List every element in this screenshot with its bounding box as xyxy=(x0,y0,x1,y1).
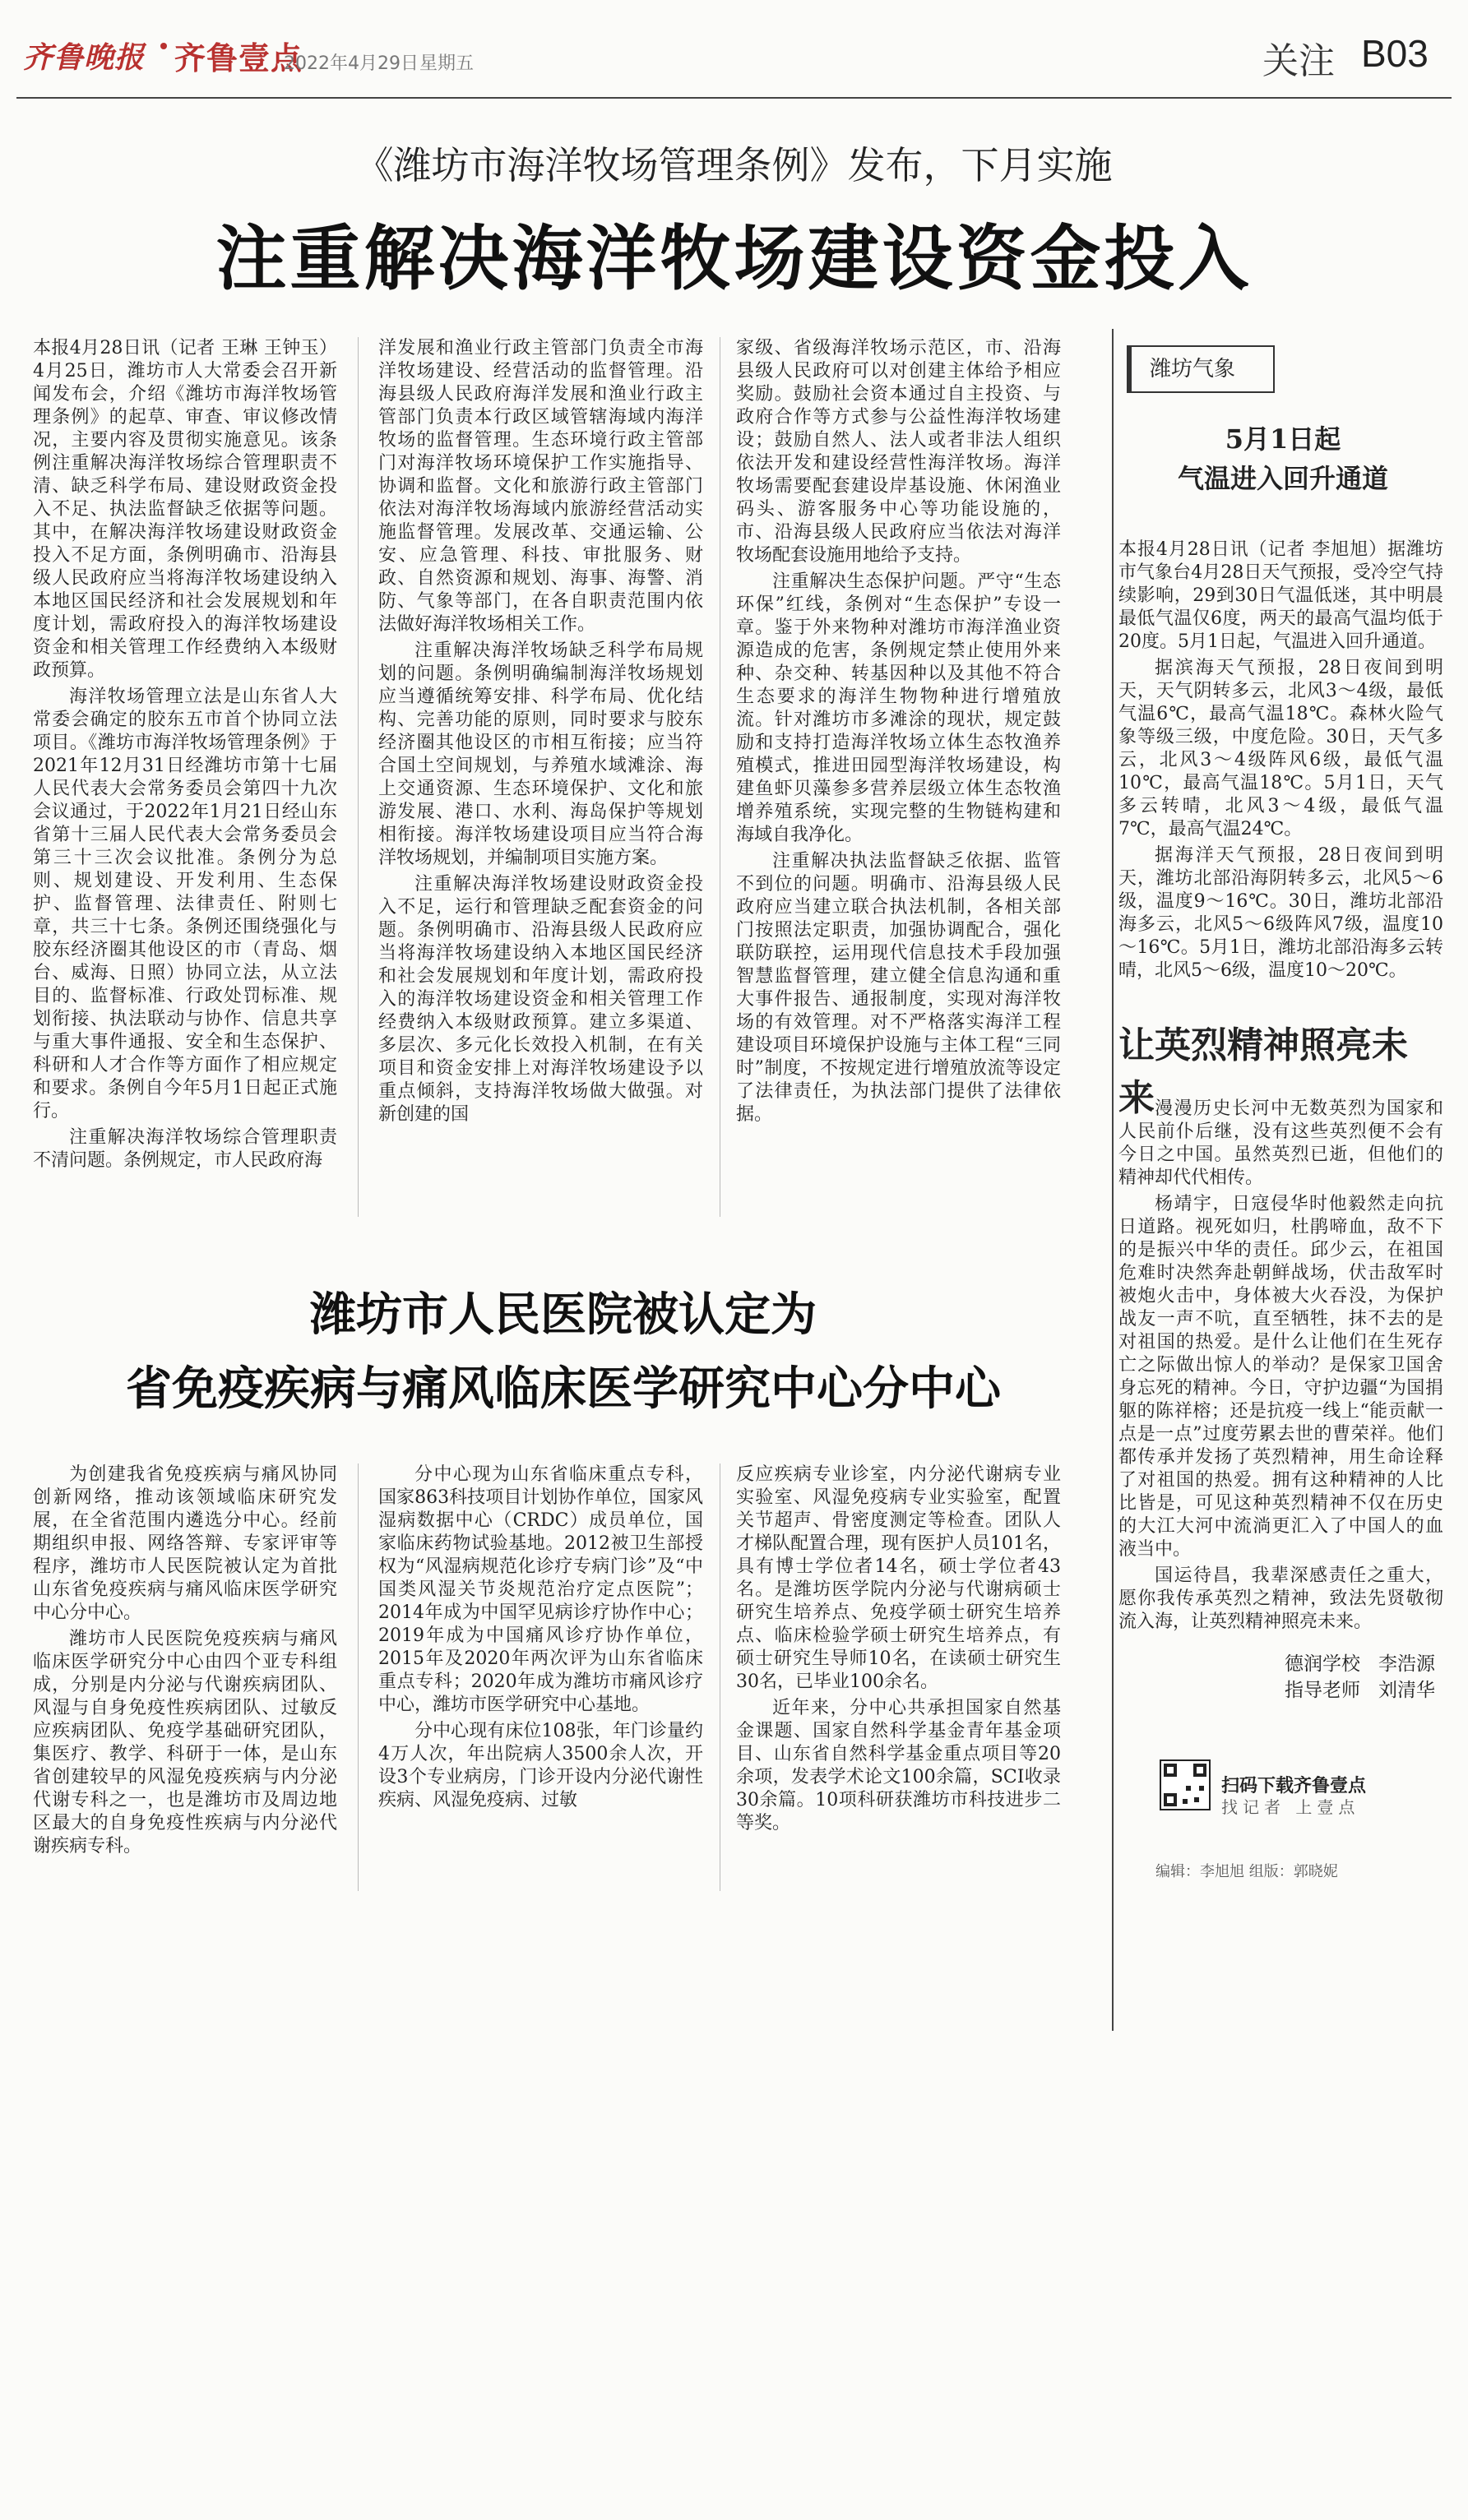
issue-weekday: 星期五 xyxy=(419,53,475,74)
paragraph: 家级、省级海洋牧场示范区，市、沿海县级人民政府可以对创建主体给予相应奖励。鼓励社会资本通过自主投资、与政府合作等方式参与公益性海洋牧场建设；鼓励自然人、法人或者非法人组织依法开发和建设经营性海洋牧场。海洋牧场需要配套建设岸基设施、休闲渔业码头、游客服务中心等功能设施的，市、沿海县级人民政府应当依法对海洋牧场配套设施用地给予支持。 xyxy=(736,338,1061,566)
section-name: 关注 xyxy=(1262,40,1335,82)
story2-title-line-1: 潍坊市人民医院被认定为 xyxy=(310,1288,817,1342)
weather-title-line: 气温进入回升通道 xyxy=(1177,463,1388,494)
weather-title-line: 5月1日起 xyxy=(1225,423,1341,455)
page-code: B03 xyxy=(1361,32,1429,75)
story1-column-2 xyxy=(378,337,703,1130)
author-name: 李浩源 xyxy=(1378,1653,1435,1675)
column-divider xyxy=(358,337,359,1217)
story1-kicker: 《潍坊市海洋牧场管理条例》发布，下月实施 xyxy=(355,143,1113,187)
weather-section-tab: 潍坊气象 xyxy=(1127,345,1275,393)
qr-subcaption: 找记者 上壹点 xyxy=(1221,1797,1360,1817)
story2-column-2 xyxy=(378,1463,703,1815)
essay-title: 让英烈精神照亮未来 xyxy=(1118,1024,1408,1119)
paragraph: 注重解决海洋牧场缺乏科学布局规划的问题。条例明确编制海洋牧场规划应当遵循统筹安排、科学布局、优化结构、完善功能的原则，同时要求与胶东经济圈其他设区的市相互衔接；应当符合国土空间规划，与养殖水域滩涂、海上交通资源、生态环境保护、文化和旅游发展、港口、水利、海岛保护等规划相衔接。海洋牧场建设项目应当符合海洋牧场规划，并编制项目实施方案。 xyxy=(378,640,703,868)
paragraph: 注重解决海洋牧场建设财政资金投入不足，运行和管理缺乏配套资金的问题。条例明确市、沿海县级人民政府应当将海洋牧场建设纳入本地区国民经济和社会发展规划和年度计划，需政府投入的海洋牧场建设资金和相关管理工作经费纳入本级财政预算。建立多渠道、多层次、多元化长效投入机制，在有关项目和资金安排上对海洋牧场建设予以重点倾斜，支持海洋牧场做大做强。对新创建的国 xyxy=(378,874,703,1125)
paragraph: 据海洋天气预报，28日夜间到明天，潍坊北部沿海阴转多云，北风5～6级，温度9～16℃。30日，潍坊北部沿海多云，北风5～6级阵风7级，温度10～16℃。5月1日，潍坊北部沿海多云转晴，北风5～6级，温度10～20℃。 xyxy=(1118,845,1443,981)
paragraph: 本报4月28日讯（记者 王琳 王钟玉）4月25日，潍坊市人大常委会召开新闻发布会，介绍《潍坊市海洋牧场管理条例》的起草、审查、审议修改情况，主要内容及贯彻实施意见。该条例注重解决海洋牧场综合管理职责不清、缺乏科学布局、建设财政资金投入不足、执法监督缺乏依据等问题。其中，在解决海洋牧场建设财政资金投入不足方面，条例明确市、沿海县级人民政府应当将海洋牧场建设纳入本地区国民经济和社会发展规划和年度计划，需政府投入的海洋牧场建设资金和相关管理工作经费纳入本级财政预算。 xyxy=(33,338,337,681)
paragraph: 海洋牧场管理立法是山东省人大常委会确定的胶东五市首个协同立法项目。《潍坊市海洋牧场管理条例》于2021年12月31日经潍坊市第十七届人民代表大会常务委员会第四十九次会议通过，于2022年1月21日经山东省第十三届人民代表大会常务委员会第三十三次会议批准。条例分为总则、规划建设、开发利用、生态保护、监督管理、法律责任、附则七章，共三十七条。条例还围绕强化与胶东经济圈其他设区的市（青岛、烟台、威海、日照）协同立法，从立法目的、监督标准、行政处罚标准、规划衔接、执法联动与协作、信息共享与重大事件通报、安全和生态保护、科研和人才合作等方面作了相应规定和要求。条例自今年5月1日起正式施行。 xyxy=(33,687,337,1121)
paragraph: 潍坊市人民医院免疫疾病与痛风临床医学研究分中心由四个亚专科组成，分别是内分泌与代谢疾病团队、风湿与自身免疫性疾病团队、过敏反应疾病团队、免疫学基础研究团队，集医疗、教学、科研于一体，是山东省创建较早的风湿免疫疾病与内分泌代谢专科之一，也是潍坊市及周边地区最大的自身免疫性疾病与内分泌代谢疾病专科。 xyxy=(33,1629,337,1856)
paragraph: 据滨海天气预报，28日夜间到明天，天气阴转多云，北风3～4级，最低气温6℃，最高气温18℃。森林火险气象等级三级，中度危险。30日，天气多云，北风3～4级阵风6级，最低气温10℃，最高气温18℃。5月1日，天气多云转晴，北风3～4级，最低气温7℃，最高气温24℃。 xyxy=(1118,658,1443,839)
story1-column-3 xyxy=(736,337,1061,1130)
story1-column-1 xyxy=(33,337,337,1176)
paragraph: 为创建我省免疫疾病与痛风协同创新网络，推动该领域临床研究发展，在全省范围内遴选分中心。经前期组织申报、网络答辩、专家评审等程序，潍坊市人民医院被认定为首批山东省免疫疾病与痛风临床医学研究中心分中心。 xyxy=(33,1464,337,1623)
paragraph: 注重解决海洋牧场综合管理职责不清问题。条例规定，市人民政府海 xyxy=(33,1127,337,1171)
teacher-label: 指导老师 xyxy=(1285,1680,1360,1701)
weather-title xyxy=(1118,419,1447,498)
paragraph: 注重解决执法监督缺乏依据、监管不到位的问题。明确市、沿海县级人民政府应当建立联合执法机制，各相关部门按照法定职责，加强协调配合，强化联防联控，运用现代信息技术手段加强智慧监督管理，建立健全信息沟通和重大事件报告、通报制度，实现对海洋牧场的有效管理。对不严格落实海洋工程建设项目环境保护设施与主体工程“三同时”制度，不按规定进行增殖放流等设定了法律责任，为执法部门提供了法律依据。 xyxy=(736,851,1061,1125)
school-name: 德润学校 xyxy=(1285,1653,1360,1675)
story1-headline: 注重解决海洋牧场建设资金投入 xyxy=(215,218,1253,300)
paragraph: 本报4月28日讯（记者 李旭旭）据潍坊市气象台4月28日天气预报，受冷空气持续影响，29到30日气温低迷，其中明晨最低气温仅6度，两天的最高气温均低于20度。5月1日起，气温进入回升通道。 xyxy=(1118,539,1443,652)
story2-title-line-2: 省免疫疾病与痛风临床医学研究中心分中心 xyxy=(126,1362,1001,1416)
issue-date: 2022年4月29日 xyxy=(284,53,419,74)
story2-column-1 xyxy=(33,1463,337,1861)
editor-credit: 编辑：李旭旭 组版：郭晓妮 xyxy=(1155,1863,1338,1880)
masthead xyxy=(16,0,1452,123)
column-divider xyxy=(358,1463,359,1891)
teacher-name: 刘清华 xyxy=(1378,1680,1435,1701)
paragraph: 漫漫历史长河中无数英烈为国家和人民前仆后继，没有这些英烈便不会有今日之中国。虽然英烈已逝，但他们的精神却代代相传。 xyxy=(1118,1098,1443,1188)
qr-code-icon[interactable] xyxy=(1160,1759,1211,1810)
brand-logo: 齐鲁晚报 xyxy=(23,40,146,75)
brand-app-logo: 齐鲁壹点 xyxy=(174,40,303,76)
paragraph: 反应疾病专业诊室，内分泌代谢病专业实验室、风湿免疫病专业实验室，配置关节超声、骨密度测定等检查。团队人才梯队配置合理，现有医护人员101名，具有博士学位者14名，硕士学位者43名。是潍坊医学院内分泌与代谢病硕士研究生培养点、免疫学硕士研究生培养点、临床检验学硕士研究生培养点，有硕士研究生导师10名，在读硕士研究生30名，已毕业100余名。 xyxy=(736,1464,1061,1692)
paragraph: 洋发展和渔业行政主管部门负责全市海洋牧场建设、经营活动的监督管理。沿海县级人民政府海洋发展和渔业行政主管部门负责本行政区域管辖海域内海洋牧场的监督管理。生态环境行政主管部门对海洋牧场环境保护工作实施指导、协调和监督。文化和旅游行政主管部门依法对海洋牧场海域内旅游经营活动实施监督管理。发展改革、交通运输、公安、应急管理、科技、审批服务、财政、自然资源和规划、海事、海警、消防、气象等部门，在各自职责范围内依法做好海洋牧场相关工作。 xyxy=(378,338,703,635)
brand-separator-dot xyxy=(160,43,167,49)
paragraph: 国运待昌，我辈深感责任之重大，愿你我传承英烈之精神，致法先贤敬彻流入海，让英烈精神照亮未来。 xyxy=(1118,1565,1443,1632)
story2-column-3 xyxy=(736,1463,1061,1838)
qr-caption: 扫码下载齐鲁壹点 xyxy=(1221,1776,1367,1796)
paragraph: 杨靖宇，日寇侵华时他毅然走向抗日道路。视死如归，杜鹃啼血，敌不下的是振兴中华的责任。邱少云，在祖国危难时决然奔赴朝鲜战场，伏击敌军时被炮火击中，身体被大火吞没，为保护战友一声不吭，直至牺牲，抹不去的是对祖国的热爱。是什么让他们在生死存亡之际做出惊人的举动？是保家卫国舍身忘死的精神。今日，守护边疆“为国捐躯的陈祥榕；还是抗疫一线上“能贡献一点是一点”过度劳累去世的曹荣祥。他们都传承并发扬了英烈精神，用生命诠释了对祖国的热爱。拥有这种精神的人比比皆是，可见这种英烈精神不仅在历史的大江大河中流淌更汇入了中国人的血液当中。 xyxy=(1118,1194,1443,1560)
paragraph: 分中心现为山东省临床重点专科，国家863科技项目计划协作单位，国家风湿病数据中心（CRDC）成员单位，国家临床药物试验基地。2012被卫生部授权为“风湿病规范化诊疗专病门诊”及“中国类风湿关节炎规范治疗定点医院”；2014年成为中国罕见病诊疗协作中心；2019年成为中国痛风诊疗协作单位，2015年及2020年两次评为山东省临床重点专科；2020年成为潍坊市痛风诊疗中心，潍坊市医学研究中心基地。 xyxy=(378,1464,703,1715)
sidebar-rule xyxy=(1112,329,1114,2031)
essay-column xyxy=(1118,1098,1443,1637)
masthead-rule xyxy=(16,97,1452,99)
paragraph: 近年来，分中心共承担国家自然基金课题、国家自然科学基金青年基金项目、山东省自然科学基金重点项目等20余项，发表学术论文100余篇，SCI收录30余篇。10项科研获潍坊市科技进步二等奖。 xyxy=(736,1698,1061,1833)
essay-byline xyxy=(1118,1648,1443,1676)
essay-teacher xyxy=(1118,1675,1443,1702)
paragraph: 分中心现有床位108张，年门诊量约4万人次，年出院病人3500余人次，开设3个专业病房，门诊开设内分泌代谢性疾病、风湿免疫病、过敏 xyxy=(378,1721,703,1810)
paragraph: 注重解决生态保护问题。严守“生态环保”红线，条例对“生态保护”专设一章。鉴于外来物种对潍坊市海洋渔业资源造成的危害，条例规定禁止使用外来种、杂交种、转基因种以及其他不符合生态要求的海洋生物物种进行增殖放流。针对潍坊市多滩涂的现状，规定鼓励和支持打造海洋牧场立体生态牧渔养殖模式，推进田园型海洋牧场建设，构建鱼虾贝藻参多营养层级立体生态牧渔增养殖系统，实现完整的生物链构建和海域自我净化。 xyxy=(736,571,1061,845)
weather-column xyxy=(1118,539,1443,986)
